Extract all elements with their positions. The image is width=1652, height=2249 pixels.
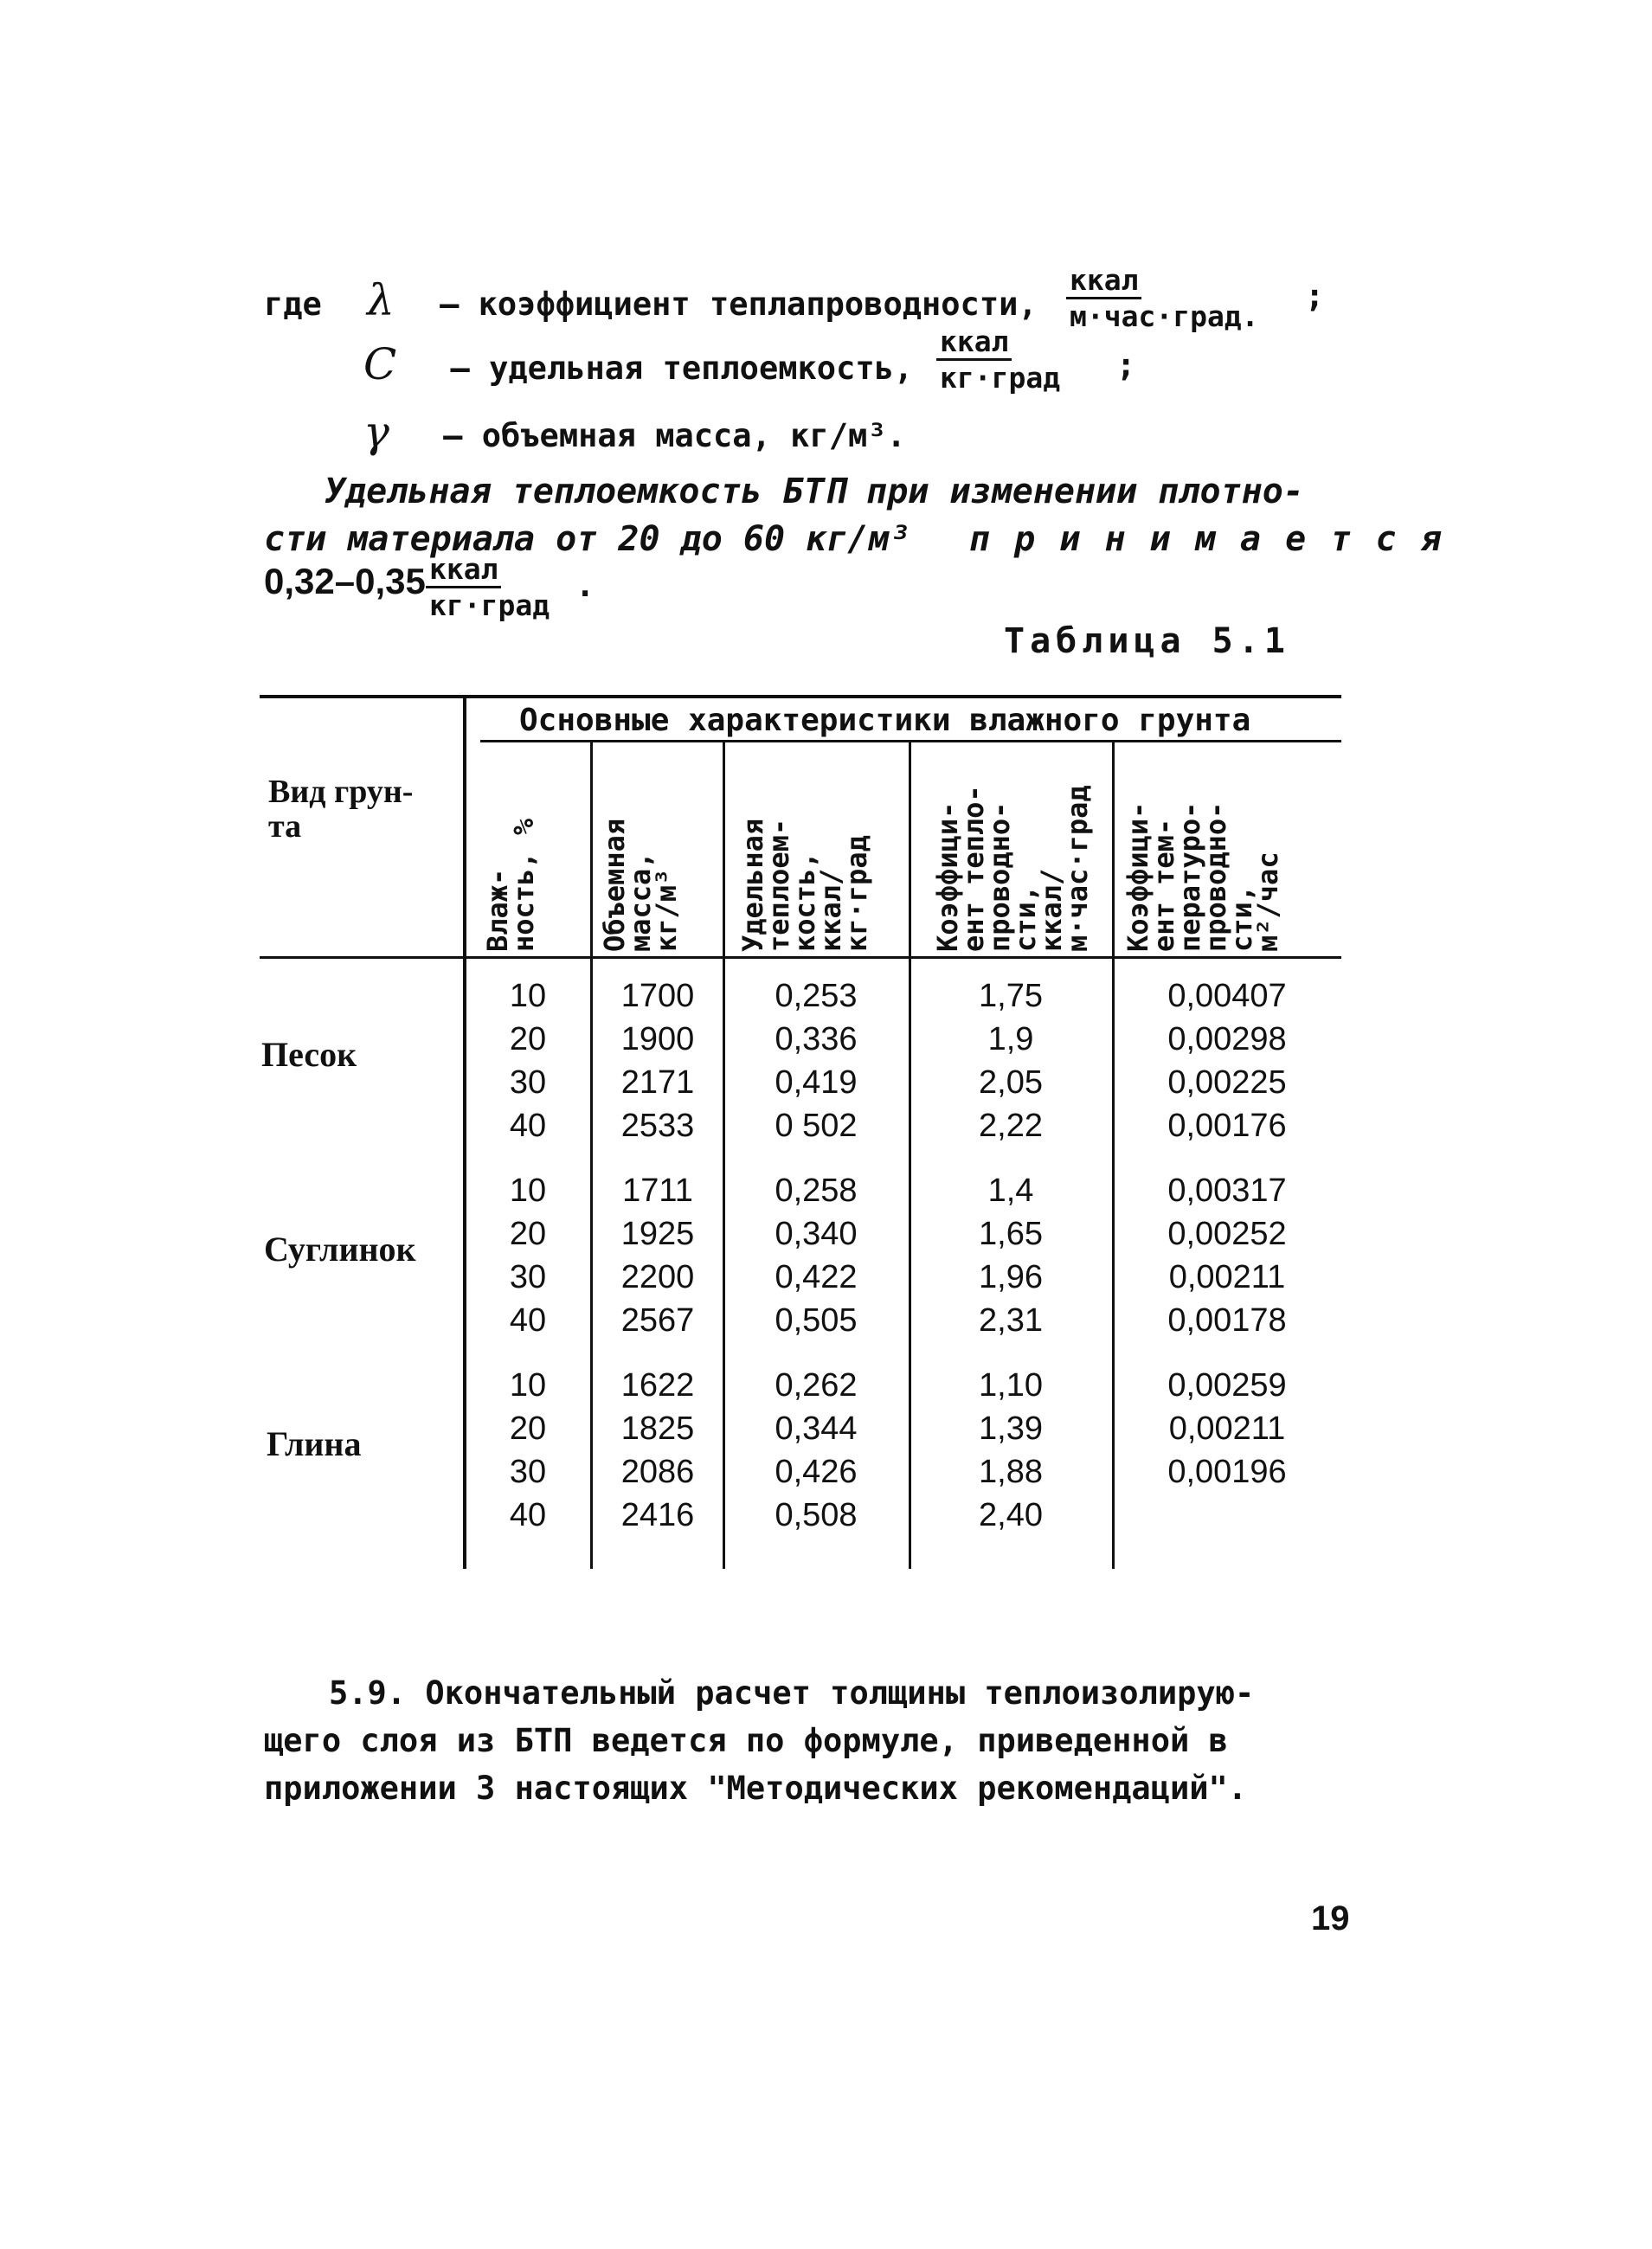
table-cell: 30: [509, 1454, 547, 1490]
gamma-symbol: γ: [363, 407, 389, 457]
table-cell: 2,22: [979, 1108, 1043, 1144]
table-cell: 30: [509, 1064, 547, 1101]
table-cell: 0,00225: [1167, 1064, 1287, 1101]
table-cell: 0,253: [775, 978, 858, 1014]
table-cell: 2200: [620, 1259, 695, 1295]
definition-line-1: [264, 275, 1038, 325]
unit-numerator: ккал: [1066, 263, 1141, 299]
table-cell: 0,419: [775, 1064, 858, 1101]
table-cell: 1,39: [979, 1410, 1043, 1447]
table-cell: 1622: [620, 1367, 695, 1404]
closing-line-2: щего слоя из БТП ведется по формуле, приведенной в: [264, 1722, 1228, 1759]
soil-type-label: Песок: [261, 1035, 357, 1074]
table-cell: 1925: [620, 1216, 695, 1252]
table-cell: 0,336: [775, 1021, 858, 1057]
table-cell: 30: [509, 1259, 547, 1295]
header-moisture: Влаж- ность, %: [481, 818, 540, 952]
table-cell: 20: [509, 1021, 547, 1057]
page-number: 19: [1311, 1899, 1350, 1937]
soil-type-label: Суглинок: [264, 1230, 416, 1269]
table-cell: 0,00211: [1168, 1259, 1286, 1295]
unit-fraction-1: [1066, 263, 1263, 333]
header-heat-capacity: Удельная теплоем- кость, ккал/кг·град: [736, 818, 873, 952]
table-cell: 0,262: [775, 1367, 858, 1404]
table-top-rule: [260, 695, 1341, 698]
table-cell: 2416: [620, 1497, 695, 1533]
paragraph-end: .: [575, 567, 595, 604]
table-cell: 2567: [620, 1302, 695, 1339]
table-cell: 0,508: [775, 1497, 858, 1533]
table-cell: 1,9: [987, 1021, 1034, 1057]
definition-text: – удельная теплоемкость,: [450, 350, 914, 387]
table-cell: 10: [509, 1173, 547, 1209]
unit-denominator: кг·град: [940, 361, 1061, 395]
unit-fraction-2: [936, 324, 1064, 395]
table-cell: 0,344: [775, 1410, 858, 1447]
table-cell: 1,88: [979, 1454, 1043, 1490]
table-cell: 1711: [622, 1173, 693, 1209]
table-caption: Таблица 5.1: [1004, 621, 1290, 661]
header-thermal-diffusivity: Коэффици- ент тем- пературо- проводно- сти, м²/час: [1122, 801, 1284, 952]
table-cell: 10: [509, 978, 547, 1014]
unit-denominator: кг·град: [429, 588, 550, 622]
closing-line-3: приложении 3 настоящих "Методических рекомендаций".: [264, 1770, 1248, 1807]
definition-text: – коэффициент теплапроводности,: [440, 286, 1038, 323]
table-cell: 0,00178: [1167, 1302, 1287, 1339]
header-soil-type: Вид грун- та: [268, 774, 414, 845]
table-cell: 20: [509, 1410, 547, 1447]
table-cell: 0,340: [775, 1216, 858, 1252]
paragraph-line-1: Удельная теплоемкость БТП при изменении плотно-: [325, 472, 1304, 511]
table-cell: 40: [509, 1302, 547, 1339]
header-density: Объемная масса, кг/м³: [598, 818, 683, 952]
definition-end: ;: [1116, 346, 1136, 383]
col-divider-2: [723, 742, 725, 1569]
paragraph-line-3: 0,32–0,35: [264, 561, 426, 601]
table-cell: 2,40: [979, 1497, 1043, 1533]
closing-line-1: 5.9. Окончательный расчет толщины теплоизолирую-: [329, 1674, 1255, 1712]
table-cell: 0,00407: [1167, 978, 1287, 1014]
paragraph-line-2: сти материала от 20 до 60 кг/м³: [264, 519, 910, 559]
table-cell: 20: [509, 1216, 547, 1252]
table-cell: 0,00176: [1167, 1108, 1287, 1144]
table-divider-soil: [463, 695, 466, 1569]
definition-line-2: [363, 339, 913, 389]
table-cell: 2,05: [979, 1064, 1043, 1101]
table-cell: 0,505: [775, 1302, 858, 1339]
table-cell: 40: [509, 1497, 547, 1533]
table-cell: 0,00298: [1167, 1021, 1287, 1057]
paragraph-line-2-spaced: п р и н и м а е т с я: [969, 519, 1443, 559]
unit-numerator: ккал: [426, 552, 501, 588]
table-cell: 1,96: [979, 1259, 1043, 1295]
table-cell: 0,00259: [1167, 1367, 1287, 1404]
header-thermal-conductivity: Коэффици- ент тепло- проводно- сти, ккал/м·час·град: [931, 785, 1094, 952]
table-cell: 40: [509, 1108, 547, 1144]
table-cell: 1825: [620, 1410, 695, 1447]
table-cell: 0,00211: [1168, 1410, 1286, 1447]
header-bottom-rule: [260, 956, 1341, 959]
table-cell: 1,10: [979, 1367, 1043, 1404]
col-divider-3: [909, 742, 911, 1569]
table-cell: 0,00252: [1167, 1216, 1287, 1252]
header-main: Основные характеристики влажного грунта: [519, 703, 1251, 738]
paragraph-unit-fraction: [426, 552, 553, 622]
table-cell: 1,4: [987, 1173, 1034, 1209]
table-cell: 2533: [620, 1108, 695, 1144]
definition-end: ;: [1305, 277, 1325, 314]
table-cell: 0,00196: [1167, 1454, 1287, 1490]
definition-lead: где: [264, 286, 322, 323]
table-cell: 2086: [620, 1454, 695, 1490]
table-cell: 0,426: [775, 1454, 858, 1490]
unit-numerator: ккал: [936, 324, 1012, 361]
col-divider-4: [1112, 742, 1115, 1569]
table-cell: 1900: [620, 1021, 695, 1057]
definition-text: – объемная масса, кг/м³.: [443, 417, 906, 454]
table-cell: 2171: [620, 1064, 695, 1101]
table-cell: 1700: [620, 978, 695, 1014]
table-cell: 0,422: [775, 1259, 858, 1295]
table-cell: 2,31: [979, 1302, 1043, 1339]
c-symbol: С: [363, 339, 397, 389]
lambda-symbol: λ: [367, 275, 395, 325]
table-cell: 0,00317: [1167, 1173, 1287, 1209]
definition-line-3: [363, 407, 906, 457]
soil-type-label: Глина: [267, 1424, 362, 1463]
unit-denominator: м·час·град.: [1070, 299, 1259, 333]
table-cell: 1,65: [979, 1216, 1043, 1252]
table-cell: 10: [509, 1367, 547, 1404]
table-cell: 0 502: [775, 1108, 858, 1144]
table-cell: 0,258: [775, 1173, 858, 1209]
table-cell: 1,75: [979, 978, 1043, 1014]
